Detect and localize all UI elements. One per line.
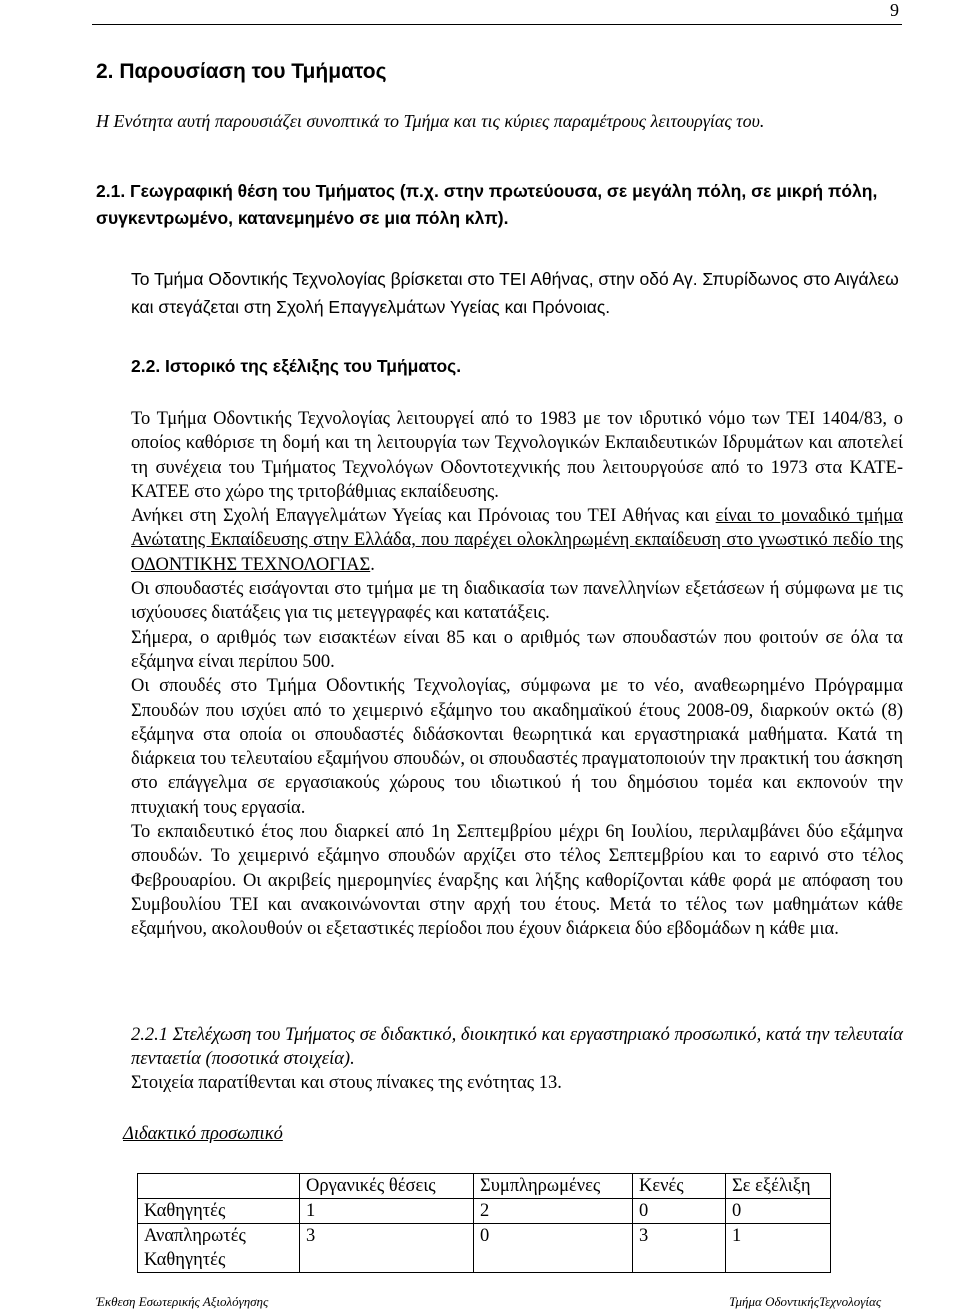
history-paragraph-3: Οι σπουδαστές εισάγονται στο τμήμα με τη διαδικασία των πανελληνίων εξετάσεων ή σύμφωνα με τις ισχύουσες διατάξεις για τις μετεγγραφές και κατατάξεις. bbox=[131, 579, 903, 624]
table-row bbox=[138, 1224, 831, 1273]
history-paragraph-2 bbox=[131, 504, 903, 577]
table-cell: 1 bbox=[300, 1199, 474, 1224]
location-paragraph: Το Τμήμα Οδοντικής Τεχνολογίας βρίσκεται στο ΤΕΙ Αθήνας, στην οδό Αγ. Σπυρίδωνος στο Αιγάλεω και στεγάζεται στη Σχολή Επαγγελμάτων Υγείας και Πρόνοιας. bbox=[131, 269, 899, 317]
page-number: 9 bbox=[890, 0, 899, 20]
history-paragraph-2-underlined: είναι το μοναδικό τμήμα Ανώτατης Εκπαίδευσης στην Ελλάδα, που παρέχει ολοκληρωμένη εκπαίδευση στο γνωστικό πεδίο της ΟΔΟΝΤΙΚΗΣ ΤΕΧΝΟΛΟΓΙΑΣ bbox=[131, 506, 903, 575]
table-cell: 2 bbox=[474, 1199, 633, 1224]
subheading-teaching-staff: Διδακτικό προσωπικό bbox=[123, 1124, 283, 1144]
section-note: Στοιχεία παρατίθενται και στους πίνακες της ενότητας 13. bbox=[131, 1073, 562, 1093]
history-paragraph-5: Οι σπουδές στο Τμήμα Οδοντικής Τεχνολογίας, σύμφωνα με το νέο, αναθεωρημένο Πρόγραμμα Σπουδών που ισχύει από το χειμερινό εξάμηνο του ακαδημαϊκού έτους 2008-09, διαρκούν οκτώ (8) εξάμηνα στα οποία οι σπουδαστές διδάσκονται θεωρητικά και εργαστηριακά μαθήματα. Κατά τη διάρκεια του τελευταίου εξαμήνου σπουδών, οι σπουδαστές πραγματοποιούν την πρακτική του άσκηση στο επάγγελμα σε εργασιακούς χώρους του ιδιωτικού ή του δημόσιου τομέα και εκπονούν την πτυχιακή τους εργασία. bbox=[131, 676, 903, 818]
history-paragraph-2-end: . bbox=[370, 554, 375, 575]
table-row bbox=[138, 1199, 831, 1224]
table-cell: 0 bbox=[726, 1199, 831, 1224]
section-heading-2-1: 2.1. Γεωγραφική θέση του Τμήματος (π.χ. στην πρωτεύουσα, σε μεγάλη πόλη, σε μικρή πόλη, συγκεντρωμένο, κατανεμημένο σε μια πόλη κλπ). bbox=[96, 181, 878, 228]
table-header-row bbox=[138, 1174, 831, 1199]
history-paragraph-2-start: Ανήκει στη Σχολή Επαγγελμάτων Υγείας και Πρόνοιας του ΤΕΙ Αθήνας και bbox=[131, 506, 716, 527]
table-header-cell: Οργανικές θέσεις bbox=[300, 1174, 474, 1199]
table-header-cell: Συμπληρωμένες bbox=[474, 1174, 633, 1199]
section-heading-2: 2. Παρουσίαση του Τμήματος bbox=[96, 60, 387, 83]
table-cell: 3 bbox=[300, 1224, 474, 1273]
table-cell: 1 bbox=[726, 1224, 831, 1273]
header-rule bbox=[92, 24, 902, 25]
table-header-cell: Σε εξέλιξη bbox=[726, 1174, 831, 1199]
history-body bbox=[131, 407, 903, 942]
history-paragraph-1: Το Τμήμα Οδοντικής Τεχνολογίας λειτουργεί από το 1983 με τον ιδρυτικό νόμο των ΤΕΙ 1404/83, ο οποίος καθόρισε τη δομή και τη λειτουργία των Τεχνολογικών Εκπαιδευτικών Ιδρυμάτων και αποτελεί τη συνέχεια του Τμήματος Τεχνολόγων Οδοντοτεχνικής που λειτουργούσε από το 1973 στα ΚΑΤΕ-ΚΑΤΕΕ στο χώρο της τριτοβάθμιας εκπαίδευσης. bbox=[131, 409, 903, 502]
table-header-cell bbox=[138, 1174, 300, 1199]
footer-right: Τμήμα ΟδοντικήςΤεχνολογίας bbox=[729, 1294, 882, 1309]
footer-left: Έκθεση Εσωτερικής Αξιολόγησης bbox=[96, 1294, 269, 1309]
table-cell: 3 bbox=[633, 1224, 726, 1273]
section-heading-2-2: 2.2. Ιστορικό της εξέλιξης του Τμήματος. bbox=[131, 356, 462, 376]
table-cell: 0 bbox=[633, 1199, 726, 1224]
history-paragraph-6: Το εκπαιδευτικό έτος που διαρκεί από 1η Σεπτεμβρίου μέχρι 6η Ιουλίου, περιλαμβάνει δύο εξάμηνα σπουδών. Το χειμερινό εξάμηνο σπουδών αρχίζει στο τέλος Σεπτεμβρίου και το εαρινό στο τέλος Φεβρουαρίου. Οι ακριβείς ημερομηνίες έναρξης και λήξης καθορίζονται κάθε φορά με απόφαση του Συμβουλίου ΤΕΙ και ανακοινώνονται στην αρχή του έτους. Μετά το τέλος των μαθημάτων κάθε εξαμήνου, ακολουθούν οι εξεταστικές περίοδοι που έχουν διάρκεια δύο εβδομάδων η κάθε μια. bbox=[131, 822, 903, 940]
history-paragraph-4: Σήμερα, ο αριθμός των εισακτέων είναι 85 και ο αριθμός των σπουδαστών που φοιτούν σε όλα τα εξάμηνα είναι περίπου 500. bbox=[131, 627, 903, 672]
table-header-cell: Κενές bbox=[633, 1174, 726, 1199]
section-intro: Η Ενότητα αυτή παρουσιάζει συνοπτικά το Τμήμα και τις κύριες παραμέτρους λειτουργίας του. bbox=[96, 111, 765, 131]
table-cell: 0 bbox=[474, 1224, 633, 1273]
section-heading-2-2-1: 2.2.1 Στελέχωση του Τμήματος σε διδακτικό, διοικητικό και εργαστηριακό προσωπικό, κατά την τελευταία πενταετία (ποσοτικά στοιχεία). bbox=[131, 1025, 903, 1070]
table-cell: Καθηγητές bbox=[138, 1199, 300, 1224]
table-cell: Αναπληρωτές Καθηγητές bbox=[138, 1224, 300, 1273]
staff-table bbox=[137, 1173, 831, 1273]
